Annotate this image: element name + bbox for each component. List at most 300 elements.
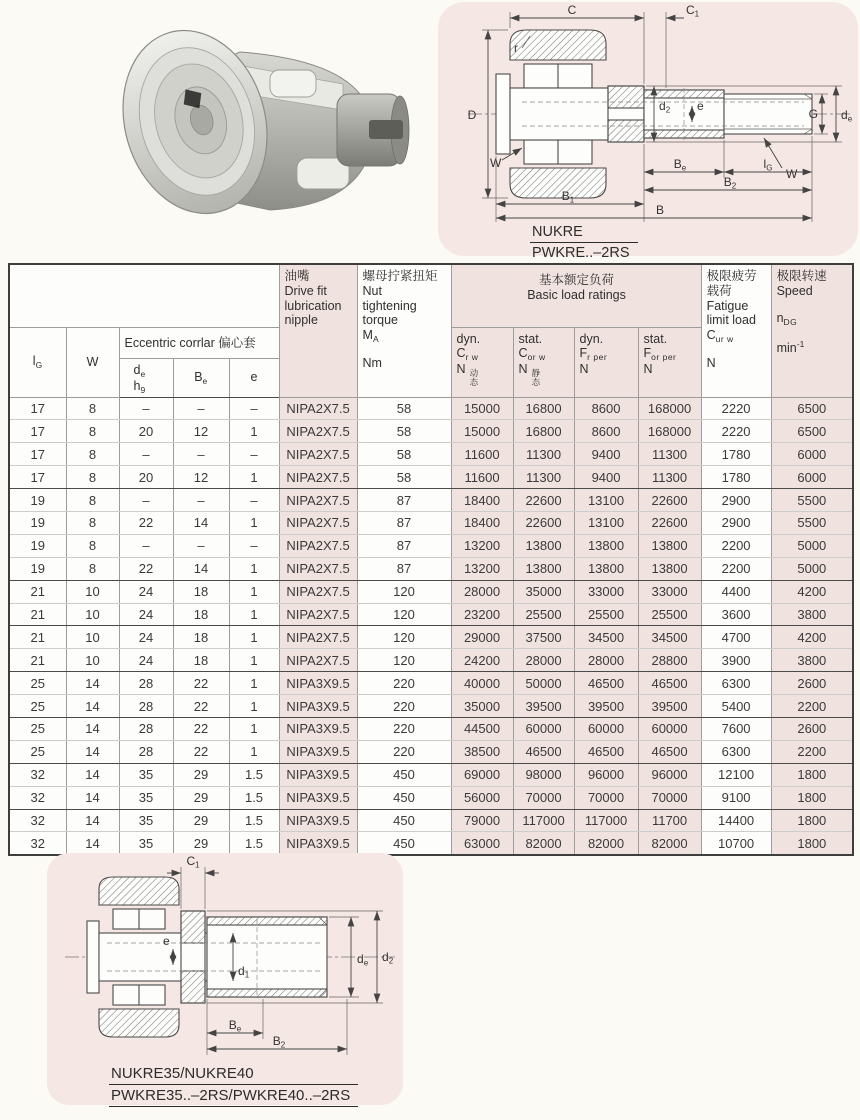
cell: 28 [119,672,173,695]
cell: 19 [9,557,66,580]
cell: NIPA2X7.5 [279,557,357,580]
col-header-lg: $l_G$ [9,327,66,397]
cell: 38500 [451,740,513,763]
cell: 1800 [771,809,853,832]
cell: NIPA3X9.5 [279,786,357,809]
dim-label-b2: $B_2$ [723,175,737,191]
cell: 21 [9,603,66,626]
cell: 16800 [513,397,574,420]
cell: 11300 [638,466,701,489]
cell: 13800 [513,534,574,557]
cell: – [229,397,279,420]
cell: 32 [9,786,66,809]
cell: 450 [357,809,451,832]
cell: 25500 [574,603,638,626]
cell: 14400 [701,809,771,832]
table-row [9,443,853,466]
table-row [9,718,853,741]
cell: 10 [66,626,119,649]
table-row [9,466,853,489]
cell: 39500 [513,695,574,718]
cell: – [119,397,173,420]
table-row [9,809,853,832]
cell: 1 [229,580,279,603]
cell: 18400 [451,489,513,512]
dim-label-w-right: W [786,167,798,181]
cell: – [173,397,229,420]
cell: 29000 [451,626,513,649]
cell: 168000 [638,397,701,420]
cell: 120 [357,626,451,649]
cell: 17 [9,420,66,443]
col-header-de-h9: $d_e$ $h_9$ [119,358,173,397]
cell: 39500 [638,695,701,718]
cell: 1 [229,603,279,626]
cell: 11700 [638,809,701,832]
cell: 14 [66,832,119,855]
cell: 450 [357,763,451,786]
cell: 14 [173,557,229,580]
table-body [9,397,853,855]
cell: 2600 [771,672,853,695]
cell: 5500 [771,489,853,512]
cell: 1800 [771,786,853,809]
cell: 29 [173,786,229,809]
cell: 1780 [701,466,771,489]
dim-label-d2: $d_2$ [382,950,394,966]
cell: 2200 [701,534,771,557]
cell: 220 [357,718,451,741]
cell: 82000 [574,832,638,855]
cell: 21 [9,649,66,672]
cell: 14 [66,740,119,763]
stud-slot [369,120,403,139]
cell: 14 [66,718,119,741]
cell: – [173,489,229,512]
cell: 44500 [451,718,513,741]
table-row [9,580,853,603]
cell: 11300 [513,443,574,466]
cell: 35 [119,786,173,809]
cell: 8 [66,466,119,489]
table-row [9,557,853,580]
cell: 11300 [638,443,701,466]
cell: 8 [66,557,119,580]
cell: – [119,534,173,557]
cell: 29 [173,809,229,832]
cell: 13200 [451,557,513,580]
cell: 2900 [701,489,771,512]
caption-line-2: PWKRE35..–2RS/PWKRE40..–2RS [109,1085,358,1107]
cell: 13800 [513,557,574,580]
cell: 60000 [574,718,638,741]
cell: 3900 [701,649,771,672]
cell: 58 [357,443,451,466]
cell: 34500 [574,626,638,649]
cell: 70000 [638,786,701,809]
table-row [9,534,853,557]
caption-line-1: NUKRE [530,224,638,243]
cell: 13800 [638,557,701,580]
cell: 2900 [701,511,771,534]
cell: 2200 [771,695,853,718]
dim-label-d1: $d_1$ [238,964,250,980]
cell: NIPA2X7.5 [279,511,357,534]
top-diagram-panel [438,2,858,261]
cell: 22 [119,511,173,534]
dim-label-c1: $C_1$ [686,3,700,19]
caption-line-1: NUKRE35/NUKRE40 [109,1065,358,1085]
cell: 4400 [701,580,771,603]
cell: 1 [229,649,279,672]
cell: 9400 [574,466,638,489]
cell: 34500 [638,626,701,649]
cell: NIPA3X9.5 [279,672,357,695]
cell: 13800 [574,534,638,557]
cell: 6000 [771,466,853,489]
cell: 32 [9,809,66,832]
col-header-stat-c: stat. $C_{or w}$ N 静 态 [513,327,574,397]
cell: 1.5 [229,809,279,832]
cell: 35 [119,763,173,786]
cell: 4200 [771,626,853,649]
col-header-nipple: 油嘴 Drive fit lubrication nipple [279,264,357,397]
cell: 18 [173,580,229,603]
cell: NIPA2X7.5 [279,534,357,557]
cell: 25 [9,718,66,741]
caption-line-2: PWKRE..–2RS [530,243,638,264]
cell: 32 [9,832,66,855]
cell: 70000 [513,786,574,809]
col-header-fatigue: 极限疲劳 载荷 Fatigue limit load $C_{ur w}$ N [701,264,771,397]
col-header-dyn-c: dyn. $C_{r w}$ N 动 态 [451,327,513,397]
cell: 28800 [638,649,701,672]
cell: 14 [66,786,119,809]
cell: – [119,489,173,512]
cell: 20 [119,466,173,489]
cell: 96000 [638,763,701,786]
cell: 16800 [513,420,574,443]
dim-label-be: $B_e$ [228,1018,242,1034]
cell: 1.5 [229,786,279,809]
cell: 46500 [574,740,638,763]
col-header-speed: 极限转速 Speed $n_{DG}$ $\min^{-1}$ [771,264,853,397]
top-diagram-caption [530,224,638,264]
cell: 46500 [638,740,701,763]
cell: 11600 [451,466,513,489]
cell: 60000 [513,718,574,741]
cell: 14 [66,763,119,786]
cell: 35 [119,809,173,832]
cell: 32 [9,763,66,786]
cell: 17 [9,397,66,420]
cell: 10 [66,603,119,626]
cell: 120 [357,649,451,672]
dim-label-be: $B_e$ [673,157,687,173]
table-row [9,786,853,809]
cell: 1800 [771,763,853,786]
cell: 9400 [574,443,638,466]
bottom-diagram-caption [109,1065,358,1107]
cell: – [229,443,279,466]
table-row [9,603,853,626]
table-row [9,672,853,695]
cell: 3800 [771,649,853,672]
cell: 10 [66,580,119,603]
cell: 2220 [701,397,771,420]
dim-label-e: e [163,934,170,948]
cell: 22600 [638,489,701,512]
cell: 20 [119,420,173,443]
cell: 8600 [574,420,638,443]
table-row [9,489,853,512]
cell: 8 [66,420,119,443]
cell: 5000 [771,557,853,580]
cell: NIPA3X9.5 [279,740,357,763]
cell: 6500 [771,397,853,420]
cell: 87 [357,534,451,557]
cell: 8 [66,489,119,512]
cell: 79000 [451,809,513,832]
cell: 70000 [574,786,638,809]
dim-label-de: $d_e$ [357,952,369,968]
cell: NIPA2X7.5 [279,603,357,626]
cell: 8 [66,443,119,466]
cell: 1 [229,695,279,718]
cell: 58 [357,420,451,443]
cell: – [173,534,229,557]
cell: NIPA3X9.5 [279,763,357,786]
cell: 28000 [513,649,574,672]
cell: 17 [9,466,66,489]
cell: 25500 [638,603,701,626]
cell: 3800 [771,603,853,626]
cell: 1 [229,672,279,695]
cell: 13800 [638,534,701,557]
cell: 12 [173,466,229,489]
cell: 450 [357,786,451,809]
cell: 14 [66,695,119,718]
cell: 22600 [513,511,574,534]
dim-label-b: B [655,203,665,217]
cell: 28000 [574,649,638,672]
cell: 5400 [701,695,771,718]
cell: 28 [119,695,173,718]
cell: 37500 [513,626,574,649]
cell: 24 [119,580,173,603]
cell: 50000 [513,672,574,695]
cell: 35000 [451,695,513,718]
cell: 58 [357,397,451,420]
table-row [9,740,853,763]
col-header-w: W [66,327,119,397]
col-header-load-group: 基本额定负荷 Basic load ratings [451,264,701,327]
dim-label-w-left: W [490,156,502,170]
cell: 46500 [574,672,638,695]
cell: 46500 [513,740,574,763]
cell: 11600 [451,443,513,466]
cell: 1.5 [229,832,279,855]
cell: 35 [119,832,173,855]
cell: 8 [66,397,119,420]
cell: 13200 [451,534,513,557]
dim-label-b2: $B_2$ [272,1034,286,1050]
dim-label-e: e [697,99,704,113]
cell: NIPA3X9.5 [279,809,357,832]
cell: 8600 [574,397,638,420]
dim-label-r: r [514,41,518,55]
cell: 13100 [574,511,638,534]
cell: 14 [66,809,119,832]
cell: 29 [173,832,229,855]
cell: 82000 [513,832,574,855]
cell: 60000 [638,718,701,741]
cell: 46500 [638,672,701,695]
cell: 24200 [451,649,513,672]
cell: 98000 [513,763,574,786]
cell: 33000 [638,580,701,603]
cell: 6300 [701,672,771,695]
header-blank-corner [9,264,279,327]
cell: 22 [173,672,229,695]
cell: 18400 [451,511,513,534]
cell: 96000 [574,763,638,786]
cell: 220 [357,695,451,718]
table-row [9,626,853,649]
col-header-be: $B_e$ [173,358,229,397]
cell: 25500 [513,603,574,626]
cell: 19 [9,534,66,557]
cell: NIPA2X7.5 [279,443,357,466]
cell: 25 [9,740,66,763]
cell: 2220 [701,420,771,443]
cell: 1 [229,626,279,649]
cell: NIPA2X7.5 [279,397,357,420]
cell: 11300 [513,466,574,489]
cell: 220 [357,672,451,695]
dim-label-G: G [808,107,818,121]
cell: 29 [173,763,229,786]
cell: NIPA2X7.5 [279,649,357,672]
cell: NIPA2X7.5 [279,420,357,443]
cell: 9100 [701,786,771,809]
cell: 24 [119,649,173,672]
dim-label-b1: $B_1$ [561,189,575,205]
table-row [9,695,853,718]
cell: 22 [119,557,173,580]
cell: 25 [9,695,66,718]
cell: 87 [357,511,451,534]
cell: 1 [229,718,279,741]
col-header-dyn-f: dyn. $F_{r per}$ N [574,327,638,397]
dim-label-de: $d_e$ [841,108,853,124]
cell: 10700 [701,832,771,855]
cell: 18 [173,603,229,626]
cell: 69000 [451,763,513,786]
col-header-e: e [229,358,279,397]
table-row [9,397,853,420]
cell: 63000 [451,832,513,855]
cell: NIPA2X7.5 [279,466,357,489]
cell: 35000 [513,580,574,603]
cell: 39500 [574,695,638,718]
cell: 56000 [451,786,513,809]
table-row [9,832,853,855]
cell: 450 [357,832,451,855]
cell: 22 [173,740,229,763]
cell: 28 [119,718,173,741]
cell: NIPA3X9.5 [279,695,357,718]
cell: 19 [9,511,66,534]
cell: NIPA3X9.5 [279,832,357,855]
cell: 28 [119,740,173,763]
cell: 1 [229,466,279,489]
col-header-stat-f: stat. $F_{or per}$ N [638,327,701,397]
table-row [9,420,853,443]
cell: 120 [357,580,451,603]
cell: – [119,443,173,466]
top-diagram [438,2,858,256]
bearing-photo-drawing [45,10,425,230]
cell: NIPA2X7.5 [279,580,357,603]
cell: 15000 [451,397,513,420]
cell: 8 [66,511,119,534]
dim-label-c: C [567,3,577,17]
cell: 4200 [771,580,853,603]
cell: 12100 [701,763,771,786]
cell: 10 [66,649,119,672]
dim-label-d2: $d_2$ [659,99,671,115]
bearing-photo [45,10,425,230]
cell: 6000 [771,443,853,466]
cell: 1780 [701,443,771,466]
dim-label-lg: $l_G$ [763,157,773,173]
cell: 22 [173,695,229,718]
cell: 28000 [451,580,513,603]
cell: 21 [9,626,66,649]
table-row [9,649,853,672]
cell: 17 [9,443,66,466]
cell: 168000 [638,420,701,443]
cell: 19 [9,489,66,512]
table-row [9,511,853,534]
cell: 7600 [701,718,771,741]
cell: 3600 [701,603,771,626]
cell: 117000 [513,809,574,832]
cell: 220 [357,740,451,763]
cell: 1.5 [229,763,279,786]
cell: 21 [9,580,66,603]
dim-label-D: D [467,108,477,122]
cell: 6500 [771,420,853,443]
cell: 8 [66,534,119,557]
cell: 24 [119,626,173,649]
cell: 40000 [451,672,513,695]
table-row [9,763,853,786]
cell: 18 [173,626,229,649]
cell: 14 [173,511,229,534]
cell: 87 [357,489,451,512]
spec-table [8,263,854,856]
cell: 1 [229,511,279,534]
cell: 24 [119,603,173,626]
cell: 13800 [574,557,638,580]
cell: – [229,489,279,512]
cell: – [229,534,279,557]
cell: 12 [173,420,229,443]
dim-label-c1: $C_1$ [186,854,200,870]
cell: 2200 [771,740,853,763]
